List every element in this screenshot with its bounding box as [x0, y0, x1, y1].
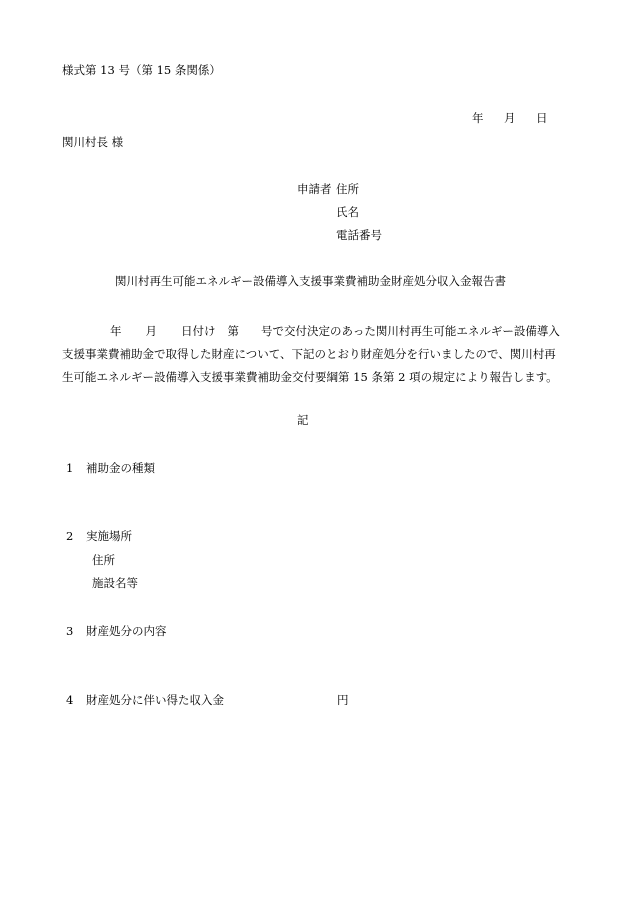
item-number: 2 — [66, 529, 74, 543]
report-title: 関川村再生可能エネルギー設備導入支援事業費補助金財産処分収入金報告書 — [115, 274, 506, 288]
item-subsidy-type — [66, 462, 155, 476]
addressee: 関川村長 様 — [62, 135, 124, 149]
body-line-2: 支援事業費補助金で取得した財産について、下記のとおり財産処分を行いましたので、関川村再 — [62, 347, 556, 361]
date-line — [472, 112, 548, 126]
item-label: 財産処分に伴い得た収入金 — [86, 693, 224, 707]
location-address-label: 住所 — [92, 553, 115, 567]
date-day-label: 日 — [536, 111, 548, 125]
applicant-label: 申請者 — [297, 182, 332, 196]
applicant-phone-label: 電話番号 — [336, 228, 382, 242]
location-facility-label: 施設名等 — [92, 576, 138, 590]
body-paragraph — [62, 320, 582, 389]
item-location — [66, 530, 132, 544]
date-year-label: 年 — [472, 111, 484, 125]
body-month: 月 — [145, 324, 157, 338]
body-line-3: 生可能エネルギー設備導入支援事業費補助金交付要綱第 15 条第 2 項の規定により報告します。 — [62, 370, 558, 384]
date-month-label: 月 — [504, 111, 516, 125]
body-number-prefix: 第 — [227, 324, 239, 338]
item-number: 1 — [66, 461, 74, 475]
item-disposal-income — [66, 694, 224, 708]
body-line-1 — [62, 320, 582, 343]
record-heading: 記 — [297, 413, 309, 427]
item-number: 4 — [66, 693, 74, 707]
body-year: 年 — [110, 324, 122, 338]
yen-unit: 円 — [337, 693, 349, 707]
form-number: 様式第 13 号（第 15 条関係） — [62, 63, 221, 77]
applicant-address-label: 住所 — [336, 182, 359, 196]
item-disposal-content — [66, 625, 167, 639]
item-number: 3 — [66, 624, 74, 638]
item-label: 補助金の種類 — [86, 461, 155, 475]
item-label: 財産処分の内容 — [86, 624, 167, 638]
item-label: 実施場所 — [86, 529, 132, 543]
applicant-name-label: 氏名 — [336, 205, 359, 219]
body-dated: 日付け — [181, 324, 216, 338]
body-line-1-rest: 号で交付決定のあった関川村再生可能エネルギー設備導入 — [261, 324, 560, 338]
